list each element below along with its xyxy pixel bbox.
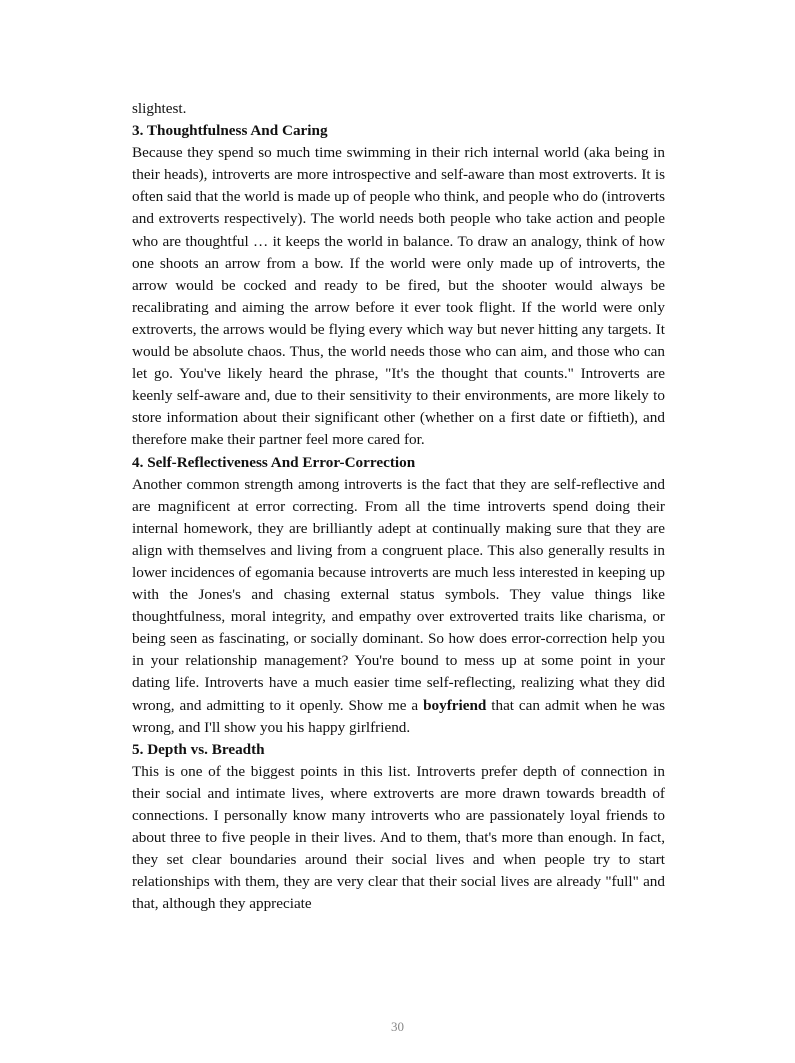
section-paragraph-self-reflectiveness <box>132 474 665 739</box>
section-heading-thoughtfulness: 3. Thoughtfulness And Caring <box>132 122 328 140</box>
section-paragraph-depth-vs-breadth: This is one of the biggest points in this list. Introverts prefer depth of connection in their social and intimate lives, where extroverts are more drawn towards breadth of connections. I personally know many introverts who are passionately loyal friends to about three to five people in their lives. And to them, that's more than enough. In fact, they set clear boundaries around their social lives and when people try to start relationships with them, they are very clear that their social lives are already "full" and that, although they appreciate <box>132 762 665 913</box>
paragraph-text: Another common strength among introverts is the fact that they are self-reflective and are magnificent at error correcting. From all the time introverts spend doing their internal homework, they are brilliantly adept at continually making sure that they are align with themselves and living from a congruent place. This also generally results in lower incidences of egomania because introverts are much less interested in keeping up with the Jones's and chasing external status symbols. They value things like thoughtfulness, moral integrity, and empathy over extroverted traits like charisma, or being seen as fascinating, or socially dominant. So how does error-correction help you in your relationship management? You're bound to mess up at some point in your dating life. Introverts have a much easier time self-reflecting, realizing what they did wrong, and admitting to it openly. Show me a <box>132 475 665 714</box>
section-heading-depth-vs-breadth: 5. Depth vs. Breadth <box>132 740 265 758</box>
paragraph-text: that can admit when he was wrong, and I'll show you his happy girlfriend. <box>132 696 665 736</box>
section-paragraph-thoughtfulness: Because they spend so much time swimming in their rich internal world (aka being in their heads), introverts are more introspective and self-aware than most extroverts. It is often said that the world is made up of people who think, and people who do (introverts and extroverts respectively). The world needs both people who take action and people who are thoughtful … it keeps the world in balance. To draw an analogy, think of how one shoots an arrow from a bow. If the world were only made up of introverts, the arrow would be cocked and ready to be fired, but the shooter would always be recalibrating and aiming the arrow before it ever took flight. If the world were only extroverts, the arrows would be flying every which way but never hitting any targets. It would be absolute chaos. Thus, the world needs those who can aim, and those who can let go. You've likely heard the phrase, "It's the thought that counts." Introverts are keenly self-aware and, due to their sensitivity to their environments, are more likely to store information about their significant other (whether on a first date or fiftieth), and therefore make their partner feel more cared for. <box>132 144 665 449</box>
document-page <box>132 98 665 915</box>
bold-keyword: boyfriend <box>423 696 487 714</box>
lead-fragment: slightest. <box>132 100 187 117</box>
page-number: 30 <box>391 1019 404 1034</box>
section-heading-self-reflectiveness: 4. Self-Reflectiveness And Error-Correction <box>132 453 416 471</box>
